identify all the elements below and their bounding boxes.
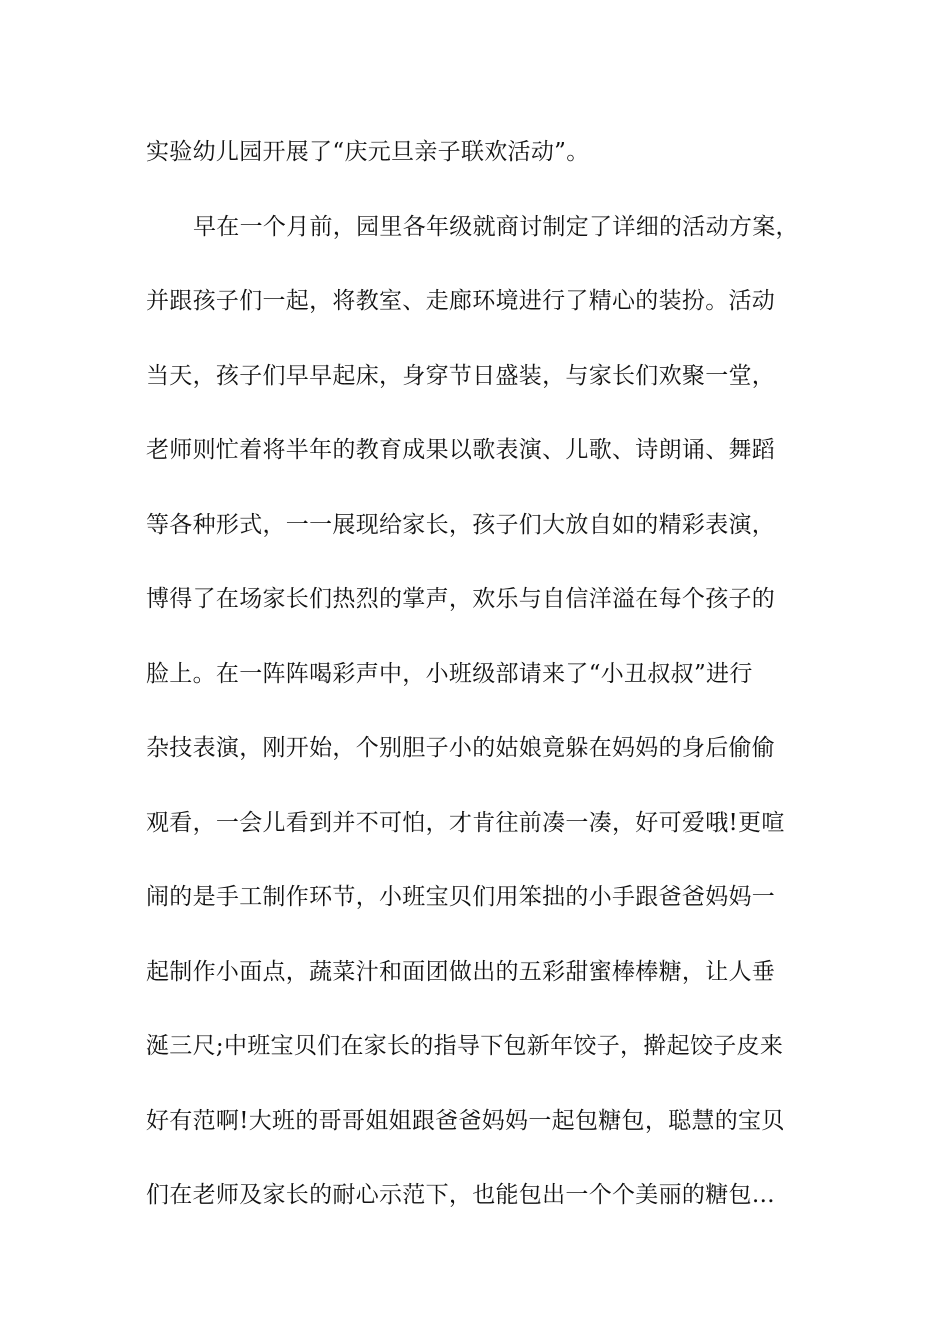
text-line-1: 实验幼儿园开展了“庆元旦亲子联欢活动”。	[146, 139, 590, 165]
text-line-8: 脸上。在一阵阵喝彩声中，小班级部请来了“小丑叔叔”进行	[146, 661, 753, 687]
text-line-7: 博得了在场家长们热烈的掌声，欢乐与自信洋溢在每个孩子的	[146, 586, 776, 612]
text-line-12: 起制作小面点，蔬菜汁和面团做出的五彩甜蜜棒棒糖，让人垂	[146, 959, 776, 985]
text-line-15: 们在老师及家长的耐心示范下，也能包出一个个美丽的糖包…	[146, 1182, 776, 1208]
text-line-3: 并跟孩子们一起，将教室、走廊环境进行了精心的装扮。活动	[146, 288, 776, 314]
text-line-11: 闹的是手工制作环节，小班宝贝们用笨拙的小手跟爸爸妈妈一	[146, 884, 776, 910]
text-line-5: 老师则忙着将半年的教育成果以歌表演、儿歌、诗朗诵、舞蹈	[146, 437, 776, 463]
text-line-9: 杂技表演，刚开始，个别胆子小的姑娘竟躲在妈妈的身后偷偷	[146, 735, 776, 761]
text-line-14: 好有范啊!大班的哥哥姐姐跟爸爸妈妈一起包糖包，聪慧的宝贝	[146, 1108, 785, 1134]
text-line-10: 观看，一会儿看到并不可怕，才肯往前凑一凑，好可爱哦!更喧	[146, 810, 785, 836]
text-line-6: 等各种形式，一一展现给家长，孩子们大放自如的精彩表演，	[146, 512, 776, 538]
text-line-2: 早在一个月前，园里各年级就商讨制定了详细的活动方案，	[193, 214, 799, 240]
text-line-4: 当天，孩子们早早起床，身穿节日盛装，与家长们欢聚一堂，	[146, 363, 776, 389]
text-line-13: 涎三尺;中班宝贝们在家长的指导下包新年饺子，擀起饺子皮来	[146, 1033, 784, 1059]
